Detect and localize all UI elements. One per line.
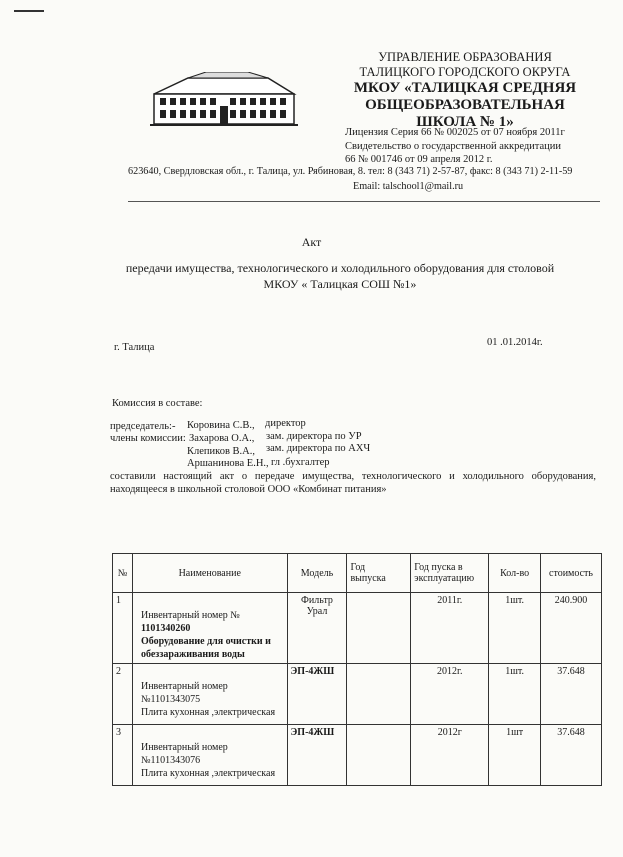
item-name-line1: Плита кухонная ,электрическая — [140, 707, 276, 718]
school-name-line3: ШКОЛА № 1» — [416, 114, 514, 130]
col-header-cost: стоимость — [541, 554, 602, 593]
statement-line1: составили настоящий акт о передаче имущества, технологического и холодильного оборудования, — [110, 471, 596, 482]
col-header-start — [411, 554, 489, 593]
cell-year — [347, 725, 411, 786]
cell-name — [132, 593, 287, 664]
model-line1: Фильтр — [301, 595, 333, 606]
cell-model: ЭП-4ЖШ — [287, 664, 347, 725]
col-header-name: Наименование — [132, 554, 287, 593]
document-subtitle — [60, 260, 620, 292]
table-row — [113, 664, 602, 725]
cell-year — [347, 664, 411, 725]
org-name-line1: УПРАВЛЕНИЕ ОБРАЗОВАНИЯ — [378, 50, 552, 64]
email-line: Email: talschool1@mail.ru — [353, 181, 464, 192]
chair-role: директор — [265, 418, 306, 429]
cell-number: 3 — [113, 725, 133, 786]
cell-start: 2012г. — [411, 664, 489, 725]
school-building-logo — [148, 72, 300, 128]
inventory-label: Инвентарный номер — [140, 742, 228, 753]
accreditation-number: 66 № 001746 от 09 апреля 2012 г. — [345, 154, 493, 165]
header-divider — [128, 201, 600, 202]
item-name-line2: обеззараживания воды — [140, 649, 245, 660]
license-text: Лицензия Серия 66 № 002025 от 07 ноября 2011г — [345, 127, 565, 138]
equipment-table — [112, 553, 602, 786]
document-city: г. Талица — [114, 342, 155, 353]
table-row — [113, 725, 602, 786]
cell-cost: 240.900 — [541, 593, 602, 664]
subtitle-line1: передачи имущества, технологического и холодильного оборудования для столовой — [125, 261, 555, 275]
school-name-line2: ОБЩЕОБРАЗОВАТЕЛЬНАЯ — [365, 97, 565, 113]
item-name-line1: Оборудование для очистки и — [140, 636, 271, 647]
start-header-line1: Год пуска в — [414, 562, 463, 573]
cell-start: 2011г. — [411, 593, 489, 664]
inventory-number: 1101340260 — [140, 623, 191, 634]
scan-corner-mark — [14, 10, 44, 12]
start-header-line2: эксплуатацию — [414, 573, 475, 584]
address-line: 623640, Свердловская обл., г. Талица, ул. Рябиновая, 8. тел: 8 (343 71) 2-57-87, факс: 8 (343 71) 2-11-59 — [128, 166, 573, 177]
col-header-model: Модель — [287, 554, 347, 593]
inventory-label: Инвентарный номер — [140, 681, 228, 692]
model-line2: Урал — [306, 606, 328, 617]
statement-line2: находящееся в школьной столовой ООО «Комбинат питания» — [110, 484, 387, 495]
document-title: Акт — [301, 235, 322, 249]
cell-qty: 1шт — [489, 725, 541, 786]
cell-qty: 1шт. — [489, 593, 541, 664]
org-name-line2: ТАЛИЦКОГО ГОРОДСКОГО ОКРУГА — [359, 65, 571, 79]
chair-name: Коровина С.В., — [187, 420, 255, 431]
cell-qty: 1шт. — [489, 664, 541, 725]
item-name-line1: Плита кухонная ,электрическая — [140, 768, 276, 779]
col-header-year — [347, 554, 411, 593]
table-header-row — [113, 554, 602, 593]
inventory-number: №1101343076 — [140, 755, 201, 766]
cell-model: ЭП-4ЖШ — [287, 725, 347, 786]
cell-model — [287, 593, 347, 664]
member-name: Аршанинова Е.Н., — [187, 458, 269, 469]
chair-label: председатель:- — [110, 421, 176, 432]
cell-cost: 37.648 — [541, 725, 602, 786]
cell-name — [132, 664, 287, 725]
cell-name — [132, 725, 287, 786]
document-date: 01 .01.2014г. — [487, 337, 543, 348]
member-role: зам. директора по УР — [266, 431, 362, 442]
act-statement — [110, 470, 596, 496]
cell-year — [347, 593, 411, 664]
year-header-line2: выпуска — [350, 573, 386, 584]
school-name-line1: МКОУ «ТАЛИЦКАЯ СРЕДНЯЯ — [353, 80, 577, 96]
col-header-qty: Кол-во — [489, 554, 541, 593]
table-row — [113, 593, 602, 664]
cell-start: 2012г — [411, 725, 489, 786]
cell-cost: 37.648 — [541, 664, 602, 725]
inventory-label: Инвентарный номер № — [140, 610, 240, 621]
accreditation-text: Свидетельство о государственной аккредитации — [345, 140, 562, 152]
member-role: зам. директора по АХЧ — [266, 443, 371, 454]
col-header-number: № — [113, 554, 133, 593]
year-header-line1: Год — [350, 562, 366, 573]
member-name: Захарова О.А., — [189, 433, 255, 444]
license-block — [345, 126, 565, 167]
cell-number: 2 — [113, 664, 133, 725]
commission-heading: Комиссия в составе: — [112, 398, 203, 409]
member-name: Клепиков В.А., — [187, 446, 256, 457]
inventory-number: №1101343075 — [140, 694, 201, 705]
subtitle-line2: МКОУ « Талицкая СОШ №1» — [263, 277, 417, 291]
organization-header — [320, 50, 610, 131]
member-role: гл .бухгалтер — [271, 457, 330, 468]
cell-number: 1 — [113, 593, 133, 664]
members-label: члены комиссии: — [110, 433, 186, 444]
